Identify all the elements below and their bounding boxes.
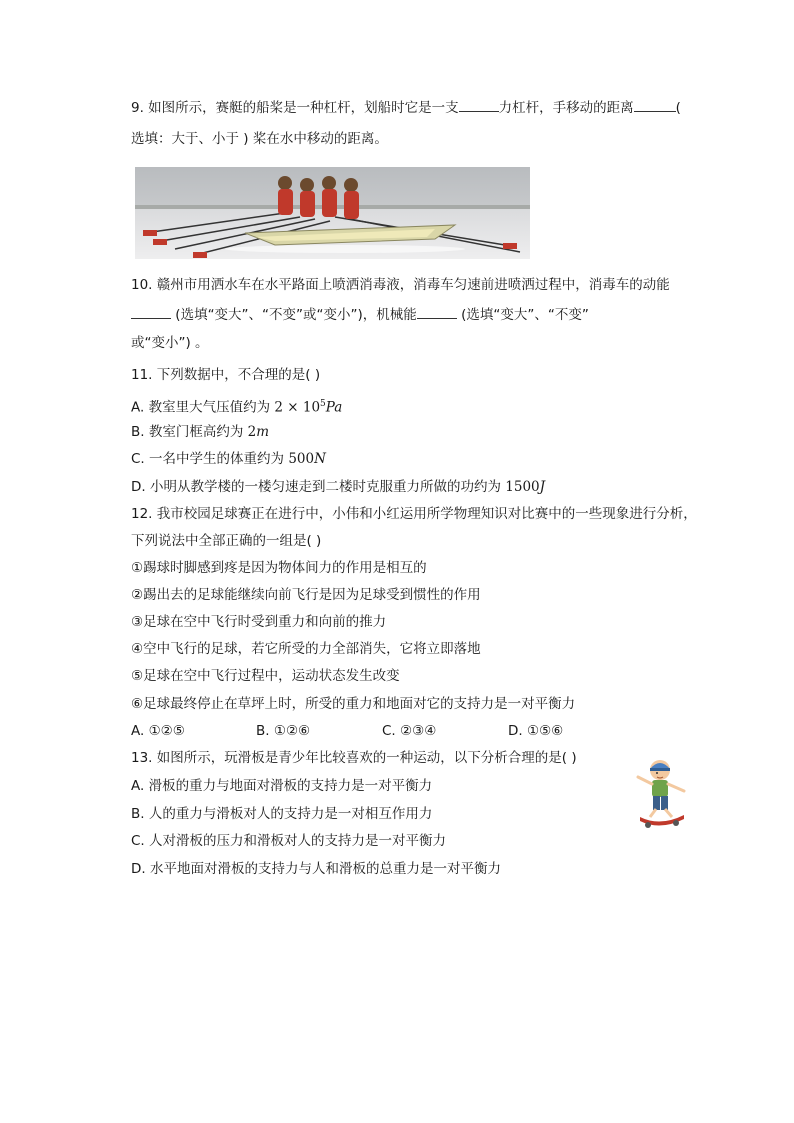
skateboarder-illustration [630,757,692,831]
q11-option-c[interactable] [131,450,326,468]
q11-a-num: 2 × 10 [274,399,321,416]
q11-a-unit: Pa [325,399,343,416]
q11-d-num: 1500 [505,479,540,495]
q10-line2 [131,304,589,324]
q9-line1 [131,97,681,117]
q9-text-a: 9. 如图所示，赛艇的船桨是一种杠杆，划船时它是一支 [131,100,459,116]
q12-stem-line1: 12. 我市校园足球赛正在进行中，小伟和小红运用所学物理知识对比赛中的一些现象进行分析， [131,506,697,522]
q11-b-unit: m [256,424,270,440]
q12-stem-line2: 下列说法中全部正确的一组是( ) [131,533,322,549]
q9-blank-1[interactable] [459,97,499,112]
q10-text-b: (选填“变大”、“不变” [461,307,589,323]
q10-line1: 10. 赣州市用洒水车在水平路面上喷洒消毒液，消毒车匀速前进喷洒过程中，消毒车的动能 [131,277,670,293]
q12-statement-4: ④空中飞行的足球，若它所受的力全部消失，它将立即落地 [131,641,481,657]
q10-text-a: (选填“变大”、“不变”或“变小”)，机械能 [175,307,417,323]
q11-option-b[interactable] [131,423,269,441]
q12-option-a[interactable]: A. ①②⑤ [131,723,185,739]
q10-line3: 或“变小”) 。 [131,335,209,351]
q11-a-exp: 5 [320,399,326,409]
q12-statement-3: ③足球在空中飞行时受到重力和向前的推力 [131,614,387,630]
q11-c-text: C. 一名中学生的体重约为 [131,451,289,467]
q13-stem: 13. 如图所示，玩滑板是青少年比较喜欢的一种运动，以下分析合理的是( ) [131,750,577,766]
q10-blank-2[interactable] [417,304,457,319]
q12-statement-6: ⑥足球最终停止在草坪上时，所受的重力和地面对它的支持力是一对平衡力 [131,696,576,712]
q9-line2: 选填：大于、小于 ) 桨在水中移动的距离。 [131,131,388,147]
q11-a-text: A. 教室里大气压值约为 [131,399,275,416]
q11-d-text: D. 小明从教学楼的一楼匀速走到二楼时克服重力所做的功约为 [131,479,506,495]
q10-blank-1[interactable] [131,304,171,319]
q11-stem: 11. 下列数据中，不合理的是( ) [131,367,321,383]
q11-c-unit: N [314,451,326,467]
q12-statement-2: ②踢出去的足球能继续向前飞行是因为足球受到惯性的作用 [131,587,481,603]
q9-text-c: ( [675,100,681,116]
q13-option-b[interactable]: B. 人的重力与滑板对人的支持力是一对相互作用力 [131,806,433,822]
rowing-boat-photo [135,167,530,259]
q11-b-text: B. 教室门框高约为 [131,424,248,440]
q12-statement-5: ⑤足球在空中飞行过程中，运动状态发生改变 [131,668,400,684]
q11-option-a[interactable] [131,395,342,417]
q9-text-b: 力杠杆，手移动的距离 [498,100,634,116]
q11-c-num: 500 [288,451,315,467]
q12-option-c[interactable]: C. ②③④ [382,723,437,739]
q13-option-a[interactable]: A. 滑板的重力与地面对滑板的支持力是一对平衡力 [131,778,433,794]
q12-statement-1: ①踢球时脚感到疼是因为物体间力的作用是相互的 [131,560,427,576]
q12-option-b[interactable]: B. ①②⑥ [256,723,311,739]
q13-option-c[interactable]: C. 人对滑板的压力和滑板对人的支持力是一对平衡力 [131,833,447,849]
q13-option-d[interactable]: D. 水平地面对滑板的支持力与人和滑板的总重力是一对平衡力 [131,861,501,877]
q11-option-d[interactable] [131,478,545,496]
q11-d-unit: J [539,479,546,495]
q9-blank-2[interactable] [634,97,676,112]
q12-option-d[interactable]: D. ①⑤⑥ [508,723,564,739]
q11-b-num: 2 [247,424,257,440]
